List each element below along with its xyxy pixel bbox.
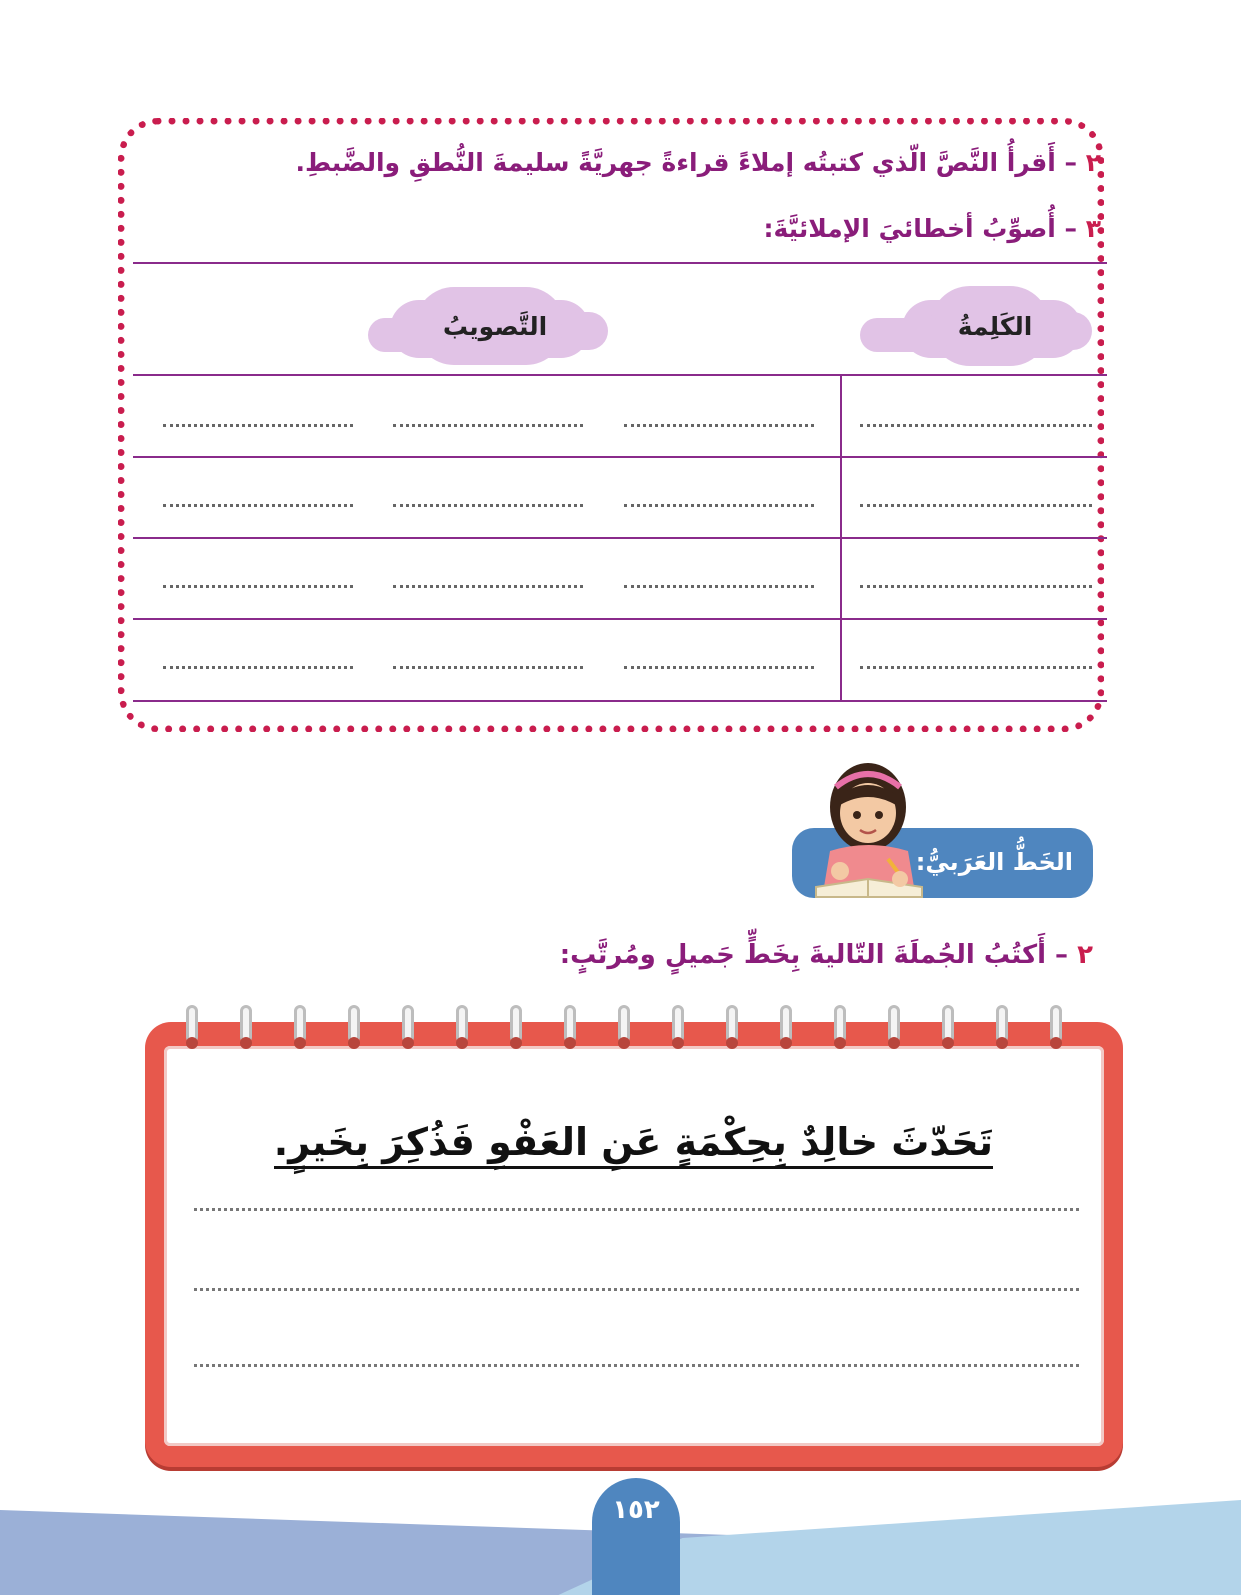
correction-blank[interactable] — [163, 504, 353, 507]
spiral-ring — [402, 1005, 414, 1047]
question-3-text: – أُصوِّبُ أخطائيَ الإملائيَّةَ: — [763, 214, 1078, 243]
writing-line[interactable] — [194, 1288, 1079, 1291]
word-blank[interactable] — [860, 424, 1092, 427]
correction-blank[interactable] — [624, 424, 814, 427]
table-row-divider — [133, 456, 1107, 458]
table-bottom-border — [133, 700, 1107, 702]
word-blank[interactable] — [860, 585, 1092, 588]
spiral-ring — [348, 1005, 360, 1047]
column-header-correction: التَّصويبُ — [442, 312, 548, 341]
spiral-ring — [996, 1005, 1008, 1047]
spiral-ring — [510, 1005, 522, 1047]
table-row-divider — [133, 618, 1107, 620]
question-2-line — [295, 148, 1101, 177]
correction-blank[interactable] — [393, 504, 583, 507]
correction-blank[interactable] — [393, 666, 583, 669]
correction-blank[interactable] — [163, 424, 353, 427]
table-row-divider — [133, 537, 1107, 539]
correction-blank[interactable] — [393, 424, 583, 427]
model-sentence: تَحَدّثَ خالِدٌ بِحِكْمَةٍ عَنِ العَفْوِ فَذُكِرَ بِخَيرٍ. — [274, 1120, 993, 1169]
correction-blank[interactable] — [163, 585, 353, 588]
spiral-ring — [618, 1005, 630, 1047]
table-top-border — [133, 262, 1107, 264]
spiral-ring — [564, 1005, 576, 1047]
khatt-question-line — [560, 940, 1093, 970]
question-2-number: ٢ — [1085, 148, 1101, 177]
spiral-ring — [294, 1005, 306, 1047]
correction-blank[interactable] — [624, 504, 814, 507]
question-3-number: ٣ — [1085, 214, 1101, 243]
correction-blank[interactable] — [624, 585, 814, 588]
column-header-word: الكَلِمةُ — [957, 312, 1033, 341]
correction-blank[interactable] — [624, 666, 814, 669]
word-blank[interactable] — [860, 504, 1092, 507]
spiral-ring — [942, 1005, 954, 1047]
spiral-ring — [726, 1005, 738, 1047]
spiral-ring — [780, 1005, 792, 1047]
spiral-ring — [888, 1005, 900, 1047]
girl-writing-illustration — [810, 755, 930, 905]
spiral-ring — [186, 1005, 198, 1047]
spiral-ring — [834, 1005, 846, 1047]
spiral-ring — [1050, 1005, 1062, 1047]
spiral-ring — [456, 1005, 468, 1047]
table-header-border — [133, 374, 1107, 376]
writing-line[interactable] — [194, 1208, 1079, 1211]
question-3-line — [763, 214, 1101, 243]
spiral-ring — [672, 1005, 684, 1047]
correction-blank[interactable] — [393, 585, 583, 588]
khatt-question-number: ٢ — [1077, 940, 1093, 970]
question-2-text: – أَقرأُ النَّصَّ الّذي كتبتُه إملاءً قراءةً جهريَّةً سليمةَ النُّطقِ والضَّبطِ. — [295, 148, 1078, 177]
table-column-divider — [840, 374, 842, 700]
notebook-page — [164, 1046, 1104, 1446]
writing-line[interactable] — [194, 1364, 1079, 1367]
page-number: ١٥٢ — [612, 1495, 660, 1525]
word-blank[interactable] — [860, 666, 1092, 669]
khatt-question-text: – أَكتُبُ الجُملَةَ التّاليةَ بِخَطٍّ جَميلٍ ومُرتَّبٍ: — [559, 940, 1069, 970]
correction-blank[interactable] — [163, 666, 353, 669]
section-title: الخَطُّ العَرَبيُّ: — [915, 848, 1073, 876]
spiral-ring — [240, 1005, 252, 1047]
